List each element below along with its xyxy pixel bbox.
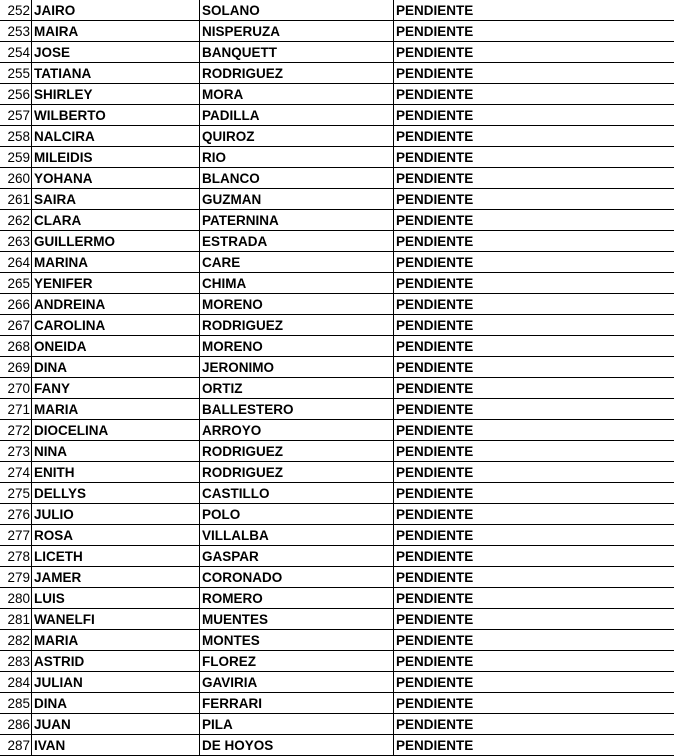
- last-name-cell[interactable]: PILA: [200, 714, 394, 735]
- status-cell[interactable]: PENDIENTE: [394, 315, 674, 336]
- table-row: [0, 210, 674, 231]
- first-name-cell[interactable]: JULIO: [32, 504, 200, 525]
- status-cell[interactable]: PENDIENTE: [394, 567, 674, 588]
- row-number-cell[interactable]: 260: [0, 168, 32, 189]
- row-number-cell[interactable]: 258: [0, 126, 32, 147]
- first-name-cell[interactable]: DINA: [32, 693, 200, 714]
- last-name-cell[interactable]: GAVIRIA: [200, 672, 394, 693]
- first-name-cell[interactable]: LICETH: [32, 546, 200, 567]
- first-name-cell[interactable]: CLARA: [32, 210, 200, 231]
- first-name-cell[interactable]: ASTRID: [32, 651, 200, 672]
- row-number-cell[interactable]: 253: [0, 21, 32, 42]
- status-cell[interactable]: PENDIENTE: [394, 63, 674, 84]
- status-cell[interactable]: PENDIENTE: [394, 399, 674, 420]
- first-name-cell[interactable]: SHIRLEY: [32, 84, 200, 105]
- row-number-cell[interactable]: 285: [0, 693, 32, 714]
- status-cell[interactable]: PENDIENTE: [394, 609, 674, 630]
- last-name-cell[interactable]: ESTRADA: [200, 231, 394, 252]
- row-number-cell[interactable]: 257: [0, 105, 32, 126]
- status-cell[interactable]: PENDIENTE: [394, 420, 674, 441]
- row-number-cell[interactable]: 268: [0, 336, 32, 357]
- table-row: [0, 714, 674, 735]
- last-name-cell[interactable]: ROMERO: [200, 588, 394, 609]
- table-row: [0, 252, 674, 273]
- last-name-cell[interactable]: MONTES: [200, 630, 394, 651]
- status-cell[interactable]: PENDIENTE: [394, 105, 674, 126]
- row-number-cell[interactable]: 262: [0, 210, 32, 231]
- last-name-cell[interactable]: CHIMA: [200, 273, 394, 294]
- table-row: [0, 42, 674, 63]
- table-row: [0, 294, 674, 315]
- first-name-cell[interactable]: DINA: [32, 357, 200, 378]
- first-name-cell[interactable]: FANY: [32, 378, 200, 399]
- last-name-cell[interactable]: RIO: [200, 147, 394, 168]
- row-number-cell[interactable]: 270: [0, 378, 32, 399]
- status-cell[interactable]: PENDIENTE: [394, 714, 674, 735]
- last-name-cell[interactable]: MORA: [200, 84, 394, 105]
- first-name-cell[interactable]: WANELFI: [32, 609, 200, 630]
- last-name-cell[interactable]: VILLALBA: [200, 525, 394, 546]
- table-row: [0, 735, 674, 756]
- status-cell[interactable]: PENDIENTE: [394, 357, 674, 378]
- first-name-cell[interactable]: SAIRA: [32, 189, 200, 210]
- table-row: [0, 483, 674, 504]
- last-name-cell[interactable]: BLANCO: [200, 168, 394, 189]
- last-name-cell[interactable]: RODRIGUEZ: [200, 462, 394, 483]
- first-name-cell[interactable]: GUILLERMO: [32, 231, 200, 252]
- last-name-cell[interactable]: NISPERUZA: [200, 21, 394, 42]
- status-cell[interactable]: PENDIENTE: [394, 525, 674, 546]
- status-cell[interactable]: PENDIENTE: [394, 126, 674, 147]
- row-number-cell[interactable]: 259: [0, 147, 32, 168]
- row-number-cell[interactable]: 255: [0, 63, 32, 84]
- status-cell[interactable]: PENDIENTE: [394, 588, 674, 609]
- last-name-cell[interactable]: MORENO: [200, 336, 394, 357]
- table-row: [0, 378, 674, 399]
- first-name-cell[interactable]: JULIAN: [32, 672, 200, 693]
- last-name-cell[interactable]: CORONADO: [200, 567, 394, 588]
- table-row: [0, 420, 674, 441]
- table-row: [0, 168, 674, 189]
- first-name-cell[interactable]: YENIFER: [32, 273, 200, 294]
- first-name-cell[interactable]: LUIS: [32, 588, 200, 609]
- table-row: [0, 504, 674, 525]
- last-name-cell[interactable]: QUIROZ: [200, 126, 394, 147]
- status-cell[interactable]: PENDIENTE: [394, 651, 674, 672]
- status-cell[interactable]: PENDIENTE: [394, 147, 674, 168]
- first-name-cell[interactable]: NINA: [32, 441, 200, 462]
- status-cell[interactable]: PENDIENTE: [394, 672, 674, 693]
- row-number-cell[interactable]: 275: [0, 483, 32, 504]
- first-name-cell[interactable]: TATIANA: [32, 63, 200, 84]
- row-number-cell[interactable]: 272: [0, 420, 32, 441]
- first-name-cell[interactable]: MARIA: [32, 630, 200, 651]
- row-number-cell[interactable]: 267: [0, 315, 32, 336]
- table-row: [0, 231, 674, 252]
- last-name-cell[interactable]: GASPAR: [200, 546, 394, 567]
- row-number-cell[interactable]: 286: [0, 714, 32, 735]
- last-name-cell[interactable]: PADILLA: [200, 105, 394, 126]
- last-name-cell[interactable]: CASTILLO: [200, 483, 394, 504]
- row-number-cell[interactable]: 287: [0, 735, 32, 756]
- status-cell[interactable]: PENDIENTE: [394, 84, 674, 105]
- last-name-cell[interactable]: MUENTES: [200, 609, 394, 630]
- row-number-cell[interactable]: 256: [0, 84, 32, 105]
- first-name-cell[interactable]: WILBERTO: [32, 105, 200, 126]
- table-row: [0, 84, 674, 105]
- status-cell[interactable]: PENDIENTE: [394, 483, 674, 504]
- table-row: [0, 588, 674, 609]
- row-number-cell[interactable]: 280: [0, 588, 32, 609]
- last-name-cell[interactable]: SOLANO: [200, 0, 394, 21]
- status-cell[interactable]: PENDIENTE: [394, 441, 674, 462]
- table-row: [0, 399, 674, 420]
- status-cell[interactable]: PENDIENTE: [394, 336, 674, 357]
- status-cell[interactable]: PENDIENTE: [394, 210, 674, 231]
- first-name-cell[interactable]: JAMER: [32, 567, 200, 588]
- row-number-cell[interactable]: 254: [0, 42, 32, 63]
- first-name-cell[interactable]: JAIRO: [32, 0, 200, 21]
- status-cell[interactable]: PENDIENTE: [394, 252, 674, 273]
- table-row: [0, 630, 674, 651]
- first-name-cell[interactable]: JUAN: [32, 714, 200, 735]
- row-number-cell[interactable]: 279: [0, 567, 32, 588]
- status-cell[interactable]: PENDIENTE: [394, 189, 674, 210]
- status-cell[interactable]: PENDIENTE: [394, 693, 674, 714]
- table-row: [0, 441, 674, 462]
- last-name-cell[interactable]: ORTIZ: [200, 378, 394, 399]
- last-name-cell[interactable]: PATERNINA: [200, 210, 394, 231]
- table-row: [0, 609, 674, 630]
- row-number-cell[interactable]: 284: [0, 672, 32, 693]
- last-name-cell[interactable]: RODRIGUEZ: [200, 441, 394, 462]
- first-name-cell[interactable]: MARIA: [32, 399, 200, 420]
- first-name-cell[interactable]: MILEIDIS: [32, 147, 200, 168]
- first-name-cell[interactable]: JOSE: [32, 42, 200, 63]
- table-row: [0, 0, 674, 21]
- table-row: [0, 525, 674, 546]
- last-name-cell[interactable]: BALLESTERO: [200, 399, 394, 420]
- row-number-cell[interactable]: 274: [0, 462, 32, 483]
- status-cell[interactable]: PENDIENTE: [394, 273, 674, 294]
- first-name-cell[interactable]: NALCIRA: [32, 126, 200, 147]
- first-name-cell[interactable]: ANDREINA: [32, 294, 200, 315]
- row-number-cell[interactable]: 261: [0, 189, 32, 210]
- status-cell[interactable]: PENDIENTE: [394, 21, 674, 42]
- last-name-cell[interactable]: BANQUETT: [200, 42, 394, 63]
- status-cell[interactable]: PENDIENTE: [394, 504, 674, 525]
- row-number-cell[interactable]: 278: [0, 546, 32, 567]
- table-row: [0, 273, 674, 294]
- table-row: [0, 126, 674, 147]
- last-name-cell[interactable]: ARROYO: [200, 420, 394, 441]
- row-number-cell[interactable]: 269: [0, 357, 32, 378]
- first-name-cell[interactable]: MARINA: [32, 252, 200, 273]
- status-cell[interactable]: PENDIENTE: [394, 378, 674, 399]
- last-name-cell[interactable]: MORENO: [200, 294, 394, 315]
- row-number-cell[interactable]: 273: [0, 441, 32, 462]
- row-number-cell[interactable]: 266: [0, 294, 32, 315]
- row-number-cell[interactable]: 282: [0, 630, 32, 651]
- row-number-cell[interactable]: 252: [0, 0, 32, 21]
- last-name-cell[interactable]: POLO: [200, 504, 394, 525]
- table-row: [0, 546, 674, 567]
- table-row: [0, 462, 674, 483]
- status-cell[interactable]: PENDIENTE: [394, 42, 674, 63]
- first-name-cell[interactable]: DELLYS: [32, 483, 200, 504]
- last-name-cell[interactable]: JERONIMO: [200, 357, 394, 378]
- first-name-cell[interactable]: YOHANA: [32, 168, 200, 189]
- row-number-cell[interactable]: 263: [0, 231, 32, 252]
- table-row: [0, 336, 674, 357]
- first-name-cell[interactable]: MAIRA: [32, 21, 200, 42]
- status-cell[interactable]: PENDIENTE: [394, 0, 674, 21]
- first-name-cell[interactable]: DIOCELINA: [32, 420, 200, 441]
- first-name-cell[interactable]: IVAN: [32, 735, 200, 756]
- status-cell[interactable]: PENDIENTE: [394, 630, 674, 651]
- row-number-cell[interactable]: 277: [0, 525, 32, 546]
- last-name-cell[interactable]: DE HOYOS: [200, 735, 394, 756]
- table-row: [0, 672, 674, 693]
- status-cell[interactable]: PENDIENTE: [394, 462, 674, 483]
- status-cell[interactable]: PENDIENTE: [394, 294, 674, 315]
- table-row: [0, 105, 674, 126]
- table-row: [0, 147, 674, 168]
- status-cell[interactable]: PENDIENTE: [394, 546, 674, 567]
- table-row: [0, 63, 674, 84]
- first-name-cell[interactable]: CAROLINA: [32, 315, 200, 336]
- first-name-cell[interactable]: ONEIDA: [32, 336, 200, 357]
- last-name-cell[interactable]: CARE: [200, 252, 394, 273]
- table-row: [0, 189, 674, 210]
- row-number-cell[interactable]: 283: [0, 651, 32, 672]
- last-name-cell[interactable]: RODRIGUEZ: [200, 315, 394, 336]
- table-row: [0, 567, 674, 588]
- row-number-cell[interactable]: 276: [0, 504, 32, 525]
- table-row: [0, 357, 674, 378]
- first-name-cell[interactable]: ENITH: [32, 462, 200, 483]
- row-number-cell[interactable]: 264: [0, 252, 32, 273]
- table-row: [0, 693, 674, 714]
- last-name-cell[interactable]: FLOREZ: [200, 651, 394, 672]
- status-cell[interactable]: PENDIENTE: [394, 168, 674, 189]
- last-name-cell[interactable]: GUZMAN: [200, 189, 394, 210]
- first-name-cell[interactable]: ROSA: [32, 525, 200, 546]
- row-number-cell[interactable]: 271: [0, 399, 32, 420]
- table-row: [0, 21, 674, 42]
- last-name-cell[interactable]: RODRIGUEZ: [200, 63, 394, 84]
- table-row: [0, 315, 674, 336]
- row-number-cell[interactable]: 265: [0, 273, 32, 294]
- status-cell[interactable]: PENDIENTE: [394, 735, 674, 756]
- table-row: [0, 651, 674, 672]
- row-number-cell[interactable]: 281: [0, 609, 32, 630]
- status-cell[interactable]: PENDIENTE: [394, 231, 674, 252]
- last-name-cell[interactable]: FERRARI: [200, 693, 394, 714]
